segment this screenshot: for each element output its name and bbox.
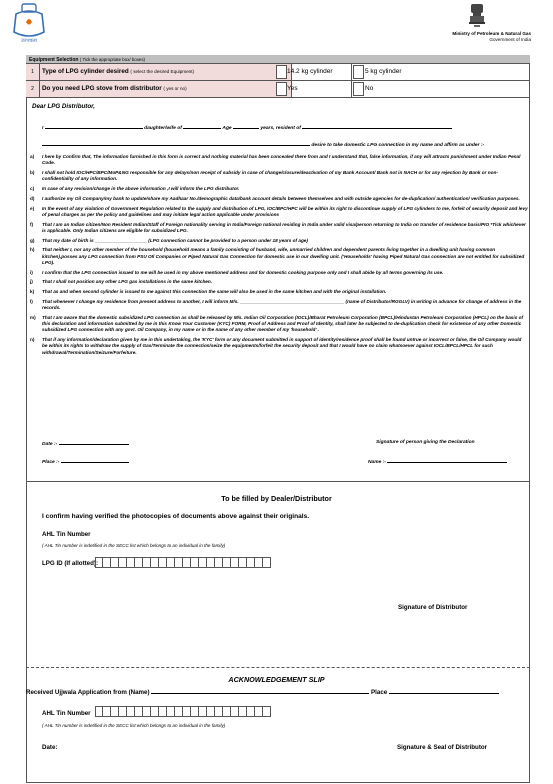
- ministry-header: [452, 31, 531, 43]
- clause-label: d): [30, 195, 35, 201]
- dealer-confirmation: I confirm having verified the photocopies of documents above against their originals.: [42, 513, 310, 520]
- lpg-id-boxes[interactable]: [95, 557, 271, 568]
- clause-label: n): [30, 337, 35, 343]
- name-label: Name :-: [368, 460, 386, 465]
- row-number: 1: [26, 64, 40, 80]
- equipment-row-stove: [26, 81, 530, 98]
- ministry-name: Ministry of Petroleum & Natural Gas: [452, 31, 531, 36]
- clause: [30, 170, 528, 182]
- clause-text: That neither I, nor any other member of the household (household means a family consisting of husband, wife, unmarried children and dependent parents living together in a dwelling unit having common kitchen),posses any LPG connection from PSU OIl Companies or Piped Natural Gas Connection for domestic use in our dwelling unit. ('Households' having Piped Natural Gas connection are not entitled for subsidized LPG).: [42, 247, 525, 265]
- svg-text:उज्ज्वला: उज्ज्वला: [21, 38, 37, 44]
- clause: [30, 299, 528, 311]
- clause-text: I here by Confirm that, The information furnished in this form is correct and nothing material has been concealed there from and I understand that, false information, if any will attracts punishment under Indian Penal Code.: [42, 154, 521, 166]
- clause-text: I confirm that the LPG connection issued to me will be used in my above mentioned address and for domestic cooking purpose only and I shall abide by all terms governing its use.: [42, 269, 444, 275]
- clause-label: m): [30, 314, 36, 320]
- ahl-tin-note: ( AHL Tin number is indetified in the SECC list which belongs to an individual in the family): [42, 543, 226, 548]
- ack-ahl-boxes[interactable]: [95, 706, 271, 717]
- clause: [30, 247, 528, 266]
- declarant-line: [42, 124, 452, 131]
- equipment-heading-note: ( Tick the appropriate box/ boxes): [79, 57, 146, 62]
- clause: [30, 186, 528, 192]
- relation-name-field[interactable]: [183, 124, 221, 129]
- national-emblem-icon: [467, 3, 487, 29]
- government-name: Government of India: [489, 37, 531, 42]
- pronoun-label: I: [42, 126, 44, 131]
- divider: [351, 81, 352, 97]
- clause: [30, 270, 528, 276]
- ack-ahl-note: ( AHL Tin number is indetified in the SECC list which belongs to an individual in the family): [42, 723, 226, 728]
- name-field[interactable]: [387, 458, 507, 463]
- clause-label: l): [30, 298, 33, 304]
- relation-label: daughter/wife of: [144, 126, 182, 131]
- clause: [30, 206, 528, 218]
- clause-label: e): [30, 205, 35, 211]
- clause-label: k): [30, 289, 35, 295]
- equipment-row-cylinder: [26, 64, 530, 81]
- clause-label: f): [30, 221, 34, 227]
- clause-text: I shall not hold IOC/HPC/BPC/MoP&NG responsible for any delays/non receipt of subsidy in case of change/closure/deactivation of my Bank Account/ Bank not in NACH or for any rejection by Bank or non-confidentiality of any information.: [42, 170, 498, 182]
- years-label: years, resident of: [260, 126, 301, 131]
- clause-label: b): [30, 170, 35, 175]
- divider: [351, 64, 352, 80]
- clause: [30, 154, 528, 166]
- section-divider: [26, 481, 530, 482]
- clause-text: I authorize my Oil Company/my bank to update/share my Aadhaar No./demographic data/bank account details between themselves and with outside agencies for de-duplication/ authentication/ verification purposes.: [42, 195, 520, 201]
- clause-text: That if any information/declaration given by me in this undertaking, the 'KYC' form or any document submitted in support of identity/residence proof shall be found untrue or incorrect or false, the Oil Company would be within its rights to withdraw the supply of Gas/Terminate the connection/seize the equipments/forfeit the security deposit and that I would have no claim whatsoever against IOCL/BPCL/HPCL for such withdrawal/Termination/Seizure/Forfeiture.: [42, 337, 522, 355]
- question-note: ( select the desired Equipment): [130, 69, 195, 74]
- age-label: Age: [222, 126, 232, 131]
- option-14kg: 14.2 kg cylinder: [287, 68, 333, 75]
- clause-label: g): [30, 237, 35, 243]
- received-name-field[interactable]: [151, 689, 369, 694]
- name-field[interactable]: [45, 124, 143, 129]
- name-line: [368, 458, 507, 465]
- question-text: Type of LPG cylinder desired: [42, 68, 129, 75]
- clause: [30, 289, 528, 295]
- desire-text: desire to take domestic LPG connection in my name and affirm as under :-: [311, 143, 485, 148]
- age-field[interactable]: [233, 124, 259, 129]
- row-question: [40, 64, 292, 80]
- option-5kg: 5 kg cylinder: [365, 68, 402, 75]
- clause-text: That I shall not position any other LPG gas installations in the same kitchen.: [42, 279, 213, 285]
- checkbox-14kg[interactable]: [276, 65, 287, 79]
- ack-signature-label: Signature & Seal of Distributor: [397, 744, 488, 751]
- place-line: [42, 458, 129, 465]
- address-field[interactable]: [302, 124, 452, 129]
- clause: [30, 196, 528, 202]
- clause-text: In case of any revision/change in the above information ,I will inform the LPG distributor.: [42, 186, 240, 191]
- ack-place-label: Place: [371, 689, 388, 696]
- clause-text: That as and when second cylinder is issued to me against this connection the same will also be used in the same kitchen and with the original installation.: [42, 289, 387, 295]
- clause-label: i): [30, 269, 33, 275]
- ack-date-label: Date:: [42, 744, 58, 751]
- option-no: No: [365, 85, 374, 92]
- question-note: ( yes or no): [163, 86, 187, 91]
- place-field[interactable]: [61, 458, 129, 463]
- date-field[interactable]: [59, 440, 129, 445]
- clause: [30, 337, 528, 356]
- declarant-signature-label: Signature of person giving the Declaration: [376, 440, 475, 445]
- date-label: Date :-: [42, 442, 58, 447]
- salutation: Dear LPG Distributor,: [32, 103, 95, 110]
- dealer-section-title: To be filled by Dealer/Distributor: [221, 494, 332, 503]
- checkbox-5kg[interactable]: [353, 65, 364, 79]
- clause-text: That I am aware that the domestic subsidized LPG connection as shall be released by M/s. Indian Oil Corporation (IOCL)/Bharat Petroleum Corporation (BPCL)/Hindustan Petroleum Corporation (HPCL) on the basis of this declaration and information submitted by me in this Know Your Customer (KYC) FORM, Proof of Address and Proof of Identity, shall later be subjected to de-duplication check for existence of any other Domestic subsidized LPG connection with any govt. Oil Company, in my name or in the name of any other member of my 'household' .: [42, 314, 524, 333]
- clause-label: a): [30, 154, 35, 159]
- clause-label: j): [30, 279, 33, 285]
- declaration-clauses: [30, 154, 528, 359]
- clause-text: That whenever I change my residence from present address to another, I will inform M/s. ________________________________________ (name of Distributor/RGGLV) in writing in advance for change of address in the records.: [42, 298, 522, 311]
- ack-ahl-label: AHL Tin Number: [42, 710, 91, 717]
- ack-place-field[interactable]: [389, 689, 499, 694]
- declarant-line-2: [42, 141, 484, 148]
- clause: [30, 222, 528, 234]
- clause: [30, 279, 528, 285]
- clause-text: That my date of birth is ____________________ (LPG connection cannot be provided to a person under 18 years of age): [42, 237, 308, 243]
- clause: [30, 238, 528, 244]
- distributor-signature-label: Signature of Distributor: [398, 604, 468, 611]
- clause-text: That I am an Indian citizen/Non Resident Indian/Staff of Foreign nationality serving in India/Foreign national residing in India under valid visa/person returning to India on transfer of residence basis/PIO *Tick whichever is applicable. Only Indian citizens are eligible for subsidized LPG.: [42, 221, 526, 233]
- checkbox-yes[interactable]: [276, 82, 287, 96]
- lpg-id-label: LPG ID (If allotted):: [42, 560, 99, 567]
- clause-text: In the event of any violation of Government Regulation related to the supply and distribution of LPG, IOC/BPC/HPC will be within its right to discontinue supply of LPG cylinders to me, forfeit of security deposit and levy of penal charges as per the policy and guidelines and may initiate legal action applicable under provisions: [42, 205, 528, 217]
- ujjwala-logo: [6, 2, 58, 44]
- ahl-tin-label: AHL Tin Number: [42, 531, 91, 538]
- received-label: Received Ujjwala Application from (Name): [26, 689, 150, 696]
- clause-label: c): [30, 186, 35, 191]
- place-label: Place :-: [42, 460, 60, 465]
- cut-line: [26, 667, 530, 668]
- address-field-2[interactable]: [42, 141, 310, 146]
- date-line: [42, 440, 129, 447]
- clause: [30, 315, 528, 334]
- equipment-heading-text: Equipment Selection: [29, 57, 79, 63]
- option-yes: Yes: [287, 85, 298, 92]
- question-text: Do you need LPG stove from distributor: [42, 85, 162, 92]
- row-number: 2: [26, 81, 40, 97]
- equipment-selection-heading: [26, 55, 530, 64]
- row-question: [40, 81, 292, 97]
- clause-label: h): [30, 247, 35, 253]
- checkbox-no[interactable]: [353, 82, 364, 96]
- ack-slip-title: ACKNOWLEDGEMENT SLIP: [228, 675, 325, 684]
- ack-received-line: [26, 689, 499, 696]
